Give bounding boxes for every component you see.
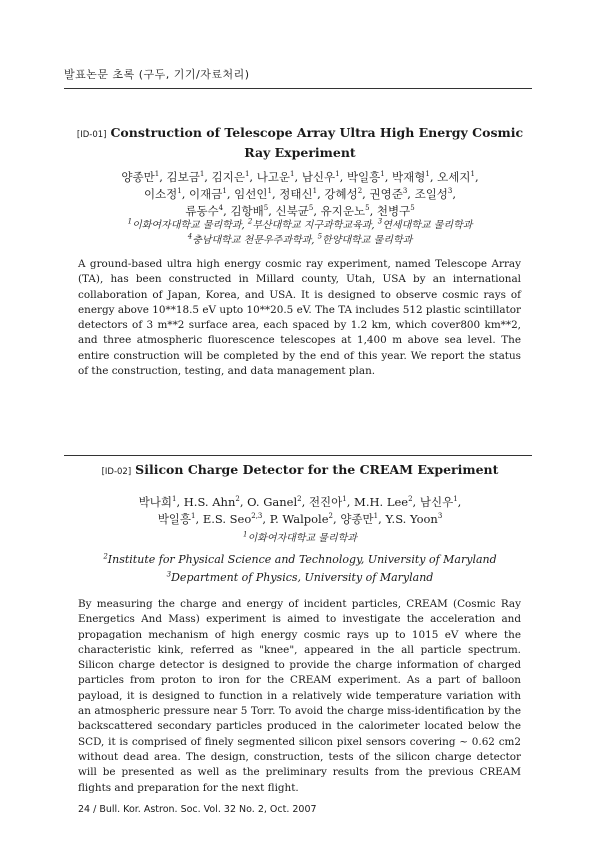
author-sup: 1 — [199, 170, 205, 179]
paper2-abstract: By measuring the charge and energy of incident particles, CREAM (Cosmic Ray Energetics And Mass) experiment is aimed to investigate the acceleration and propagation mechanism of high energy cosmic rays up to 1015 eV where the characteristic kink, referred as "knee", appeared in the all particle spectrum. Silicon charge detector is designed to provide the charge information of charged particles from proton to iron for the CREAM experiment. As a part of balloon payload, it is designed to function in a relatively wide temperature variation with an atmospheric pressure near 5 Torr. To avoid the charge miss-identification by the backscattered secondary particles produced in the calorimeter located below the SCD, it is comprised of finely segmented silicon pixel sensors covering ~ 0.62 cm2 without dead area. The design, construction, tests of the silicon charge detector will be presented as well as the preliminary results from the previous CREAM flights and preparation for the next flight. — [78, 598, 521, 794]
author-sup: 1 — [154, 170, 160, 179]
author — [234, 187, 272, 201]
author-sup: 5 — [410, 204, 415, 213]
author-sup: 2 — [328, 512, 334, 521]
author — [167, 170, 205, 184]
author — [385, 512, 442, 526]
author-sup: 1 — [335, 170, 340, 179]
author-sup: 1 — [373, 512, 379, 521]
paper1-affiliations — [70, 218, 530, 248]
author-name: 신북균 — [275, 204, 309, 218]
author-sup: 5 — [263, 204, 269, 213]
author — [302, 170, 340, 184]
author-name: 양종만 — [121, 170, 155, 184]
affil-sup: 3 — [166, 570, 172, 579]
author-sup: 5 — [308, 204, 314, 213]
author — [121, 170, 159, 184]
author-name: 이소정 — [143, 187, 178, 201]
paper2-title: Silicon Charge Detector for the CREAM Experiment — [135, 462, 499, 477]
author-name: 김보금 — [166, 170, 200, 184]
author-name: 양종만 — [340, 512, 374, 526]
author — [437, 170, 475, 184]
author — [340, 512, 378, 526]
author-name: O. Ganel — [247, 495, 298, 509]
author-name: 김항배 — [230, 204, 264, 218]
author-sup: 1 — [172, 495, 177, 504]
author-name: P. Walpole — [269, 512, 329, 526]
author-sup: 3 — [437, 512, 443, 521]
author — [392, 170, 430, 184]
paper1-title: Construction of Telescope Array Ultra High Energy Cosmic Ray Experiment — [110, 125, 524, 160]
paper1-affil-line2 — [70, 233, 530, 248]
author-name: 조일성 — [414, 187, 448, 201]
author-name: E.S. Seo — [202, 512, 252, 526]
author-sup: 2,3 — [251, 512, 263, 521]
author-name: 유지운노 — [320, 204, 366, 218]
section-header: 발표논문 초록 (구두, 기기/자료처리) — [64, 68, 250, 81]
author-sup: 2 — [357, 187, 363, 196]
author — [203, 512, 263, 526]
author-name: H.S. Ahn — [183, 495, 236, 509]
affil-text: 부산대학교 지구과학교육과, — [252, 220, 378, 231]
author — [212, 170, 250, 184]
author-sup: 1 — [453, 495, 458, 504]
author — [184, 495, 240, 509]
author-sup: 1 — [222, 187, 227, 196]
author-sup: 1 — [191, 512, 196, 521]
paper2-affil-line1 — [70, 531, 530, 546]
author-name: 나고운 — [256, 170, 291, 184]
author-name: 임선인 — [234, 187, 268, 201]
paper1-affil-line1 — [70, 218, 530, 233]
author — [347, 170, 385, 184]
author-name: 강혜성 — [324, 187, 358, 201]
author-sup: 4 — [218, 204, 224, 213]
author-sup: 1 — [244, 170, 250, 179]
author — [257, 170, 295, 184]
author — [230, 204, 268, 218]
author — [247, 495, 301, 509]
author — [276, 204, 314, 218]
paper1-code: [ID-01] — [76, 130, 107, 140]
author — [279, 187, 317, 201]
affil-sup: 2 — [103, 552, 108, 561]
author-sup: 1 — [470, 170, 475, 179]
paper2-affil-line3 — [70, 570, 530, 585]
author-sup: 2 — [235, 495, 240, 504]
author-sup: 1 — [290, 170, 295, 179]
author — [309, 495, 347, 509]
author-name: 박재형 — [392, 170, 426, 184]
paper2-affil-line2 — [70, 552, 530, 567]
author — [324, 187, 362, 201]
paper1-title-block — [70, 124, 530, 161]
affil-sup: 1 — [127, 217, 133, 226]
affil-text: 충남대학교 천문우주과학과, — [192, 235, 318, 246]
affil-text: 이화여자대학교 물리학과 — [247, 533, 357, 544]
affil-text: 이화여자대학교 물리학과, — [132, 220, 248, 231]
author-name: Y.S. Yoon — [385, 512, 438, 526]
author — [185, 204, 223, 218]
author-name: 남신우 — [419, 495, 454, 509]
header-rule — [64, 88, 532, 89]
author — [377, 204, 415, 218]
paper1-authors: 양종만$^1$, 김보금$^1$, 김지은$^1$, 나고운$^1$, 남신우$^1$, 박일흥$^1$, 박재형$^1$, 오세지$^1$, 이소정$^1$, 이재금$^1$, 임선인$^1$, 정태신$^1$, 강혜성$^2$, 권영준$^3$, 조일성$^3$, 류동수$^4$, 김항배$^5$, 신북균$^5$, 유지운노$^5$, 천병구$^5$ — [121, 170, 479, 218]
author-sup: 1 — [312, 187, 318, 196]
author-sup: 1 — [267, 187, 272, 196]
author — [354, 495, 413, 509]
author-sup: 3 — [447, 187, 453, 196]
author — [270, 512, 333, 526]
affil-sup: 3 — [377, 217, 383, 226]
author-name: 전진아 — [308, 495, 343, 509]
author — [158, 512, 196, 526]
author-sup: 1 — [342, 495, 347, 504]
author-name: 권영준 — [369, 187, 403, 201]
author-name: 류동수 — [185, 204, 219, 218]
author-name: 박일흥 — [157, 512, 192, 526]
paper2-affiliations — [70, 531, 530, 585]
paper2-authors: 박나희$^1$, H.S. Ahn$^2$, O. Ganel$^2$, 전진아$^1$, M.H. Lee$^2$, 남신우$^1$, 박일흥$^1$, E.S. Seo$^{2,3}$, P. Walpole$^2$, 양종만$^1$, Y.S. Yoon$^3$ — [138, 495, 462, 526]
affil-sup: 1 — [243, 530, 248, 539]
author-name: 오세지 — [437, 170, 471, 184]
author-sup: 1 — [425, 170, 430, 179]
author — [321, 204, 370, 218]
author — [369, 187, 407, 201]
author-name: 박나희 — [138, 495, 172, 509]
paper2-code: [ID-02] — [101, 467, 132, 477]
author-sup: 2 — [408, 495, 413, 504]
affil-text: Institute for Physical Science and Technology, University of Maryland — [107, 553, 497, 566]
author-name: 박일흥 — [346, 170, 381, 184]
author — [420, 495, 458, 509]
author — [144, 187, 182, 201]
author-sup: 1 — [177, 187, 182, 196]
section-divider — [64, 455, 532, 456]
author-name: 김지은 — [211, 170, 245, 184]
affil-text: Department of Physics, University of Maryland — [171, 571, 434, 584]
author-sup: 5 — [365, 204, 370, 213]
author — [189, 187, 227, 201]
paper1-abstract: A ground-based ultra high energy cosmic ray experiment, named Telescope Array (TA), has been constructed in Millard county, Utah, USA by an international collaboration of Japan, Korea, and USA. It is designed to observe cosmic rays of energy above 10**18.5 eV upto 10**20.5 eV. The TA includes 512 plastic scintillator detectors of 3 m**2 surface area, each spaced by 1.2 km, which cover800 km**2, and three atmospheric fluorescence telescopes at 1,400 m above sea level. The entire construction will be completed by the end of this year. We report the status of the construction, testing, and data management plan. — [78, 258, 521, 378]
author-name: 천병구 — [376, 204, 411, 218]
affil-text: 한양대학교 물리학과 — [322, 235, 413, 246]
author-name: 이재금 — [189, 187, 223, 201]
author — [415, 187, 453, 201]
author-sup: 2 — [297, 495, 302, 504]
page-footer: 24 / Bull. Kor. Astron. Soc. Vol. 32 No. 2, Oct. 2007 — [78, 804, 317, 815]
author-name: 정태신 — [279, 187, 313, 201]
affil-text: 연세대학교 물리학과 — [382, 220, 473, 231]
author-name: 남신우 — [301, 170, 336, 184]
affil-sup: 5 — [317, 232, 323, 241]
paper2-title-block — [70, 461, 530, 481]
author-sup: 3 — [402, 187, 408, 196]
author-name: M.H. Lee — [354, 495, 409, 509]
affil-sup: 4 — [187, 232, 193, 241]
affil-sup: 2 — [247, 217, 253, 226]
author-sup: 1 — [380, 170, 385, 179]
author — [139, 495, 177, 509]
